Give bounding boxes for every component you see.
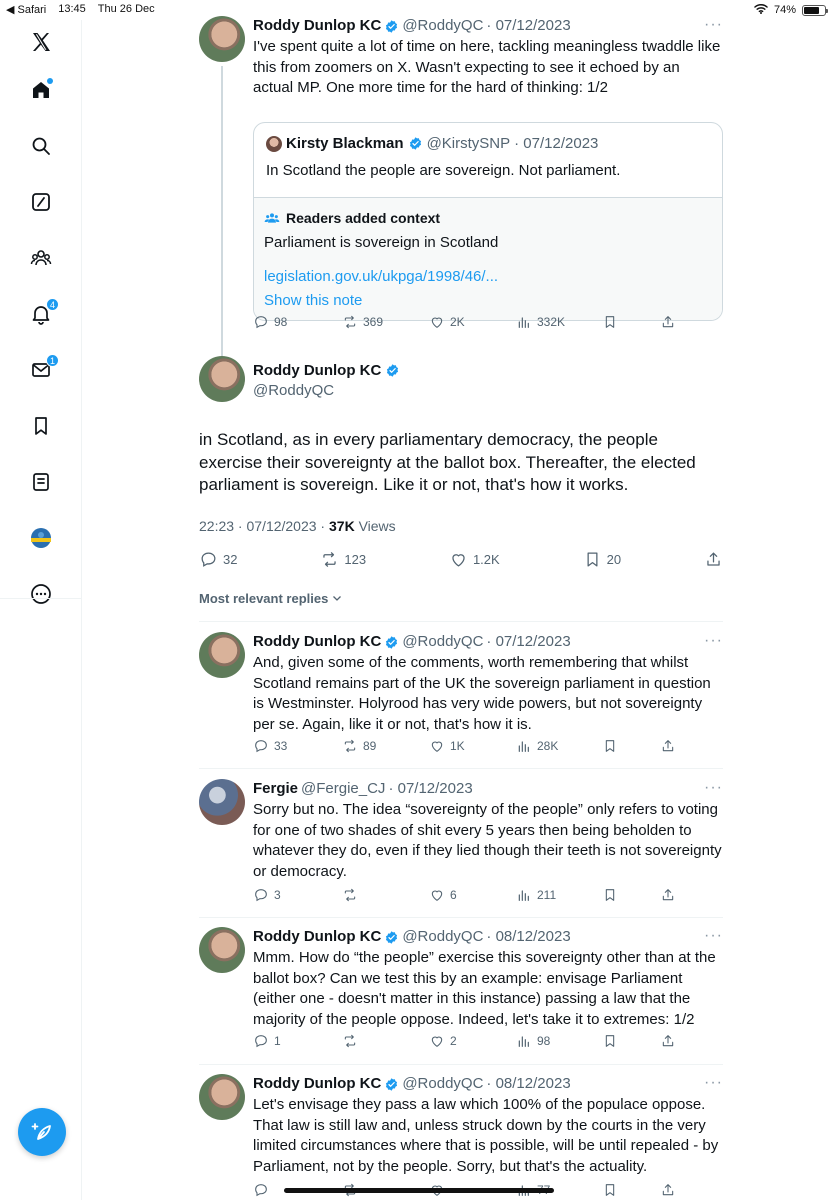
- tweet-text: Mmm. How do “the people” exercise this sovereignty other than at the ballot box? Can we test this by an example: envisage Parliament (either one - doesn't matter in this instance) passing a law that the majority of the people oppose. Indeed, let's take it to extremes: 1/2: [253, 949, 716, 1028]
- bookmark-icon: [602, 1182, 618, 1198]
- reply-icon: [253, 314, 269, 330]
- battery-icon: [802, 5, 826, 16]
- home-indicator[interactable]: [284, 1188, 554, 1193]
- like-button[interactable]: 2K: [429, 314, 516, 330]
- readers-people-icon: [264, 210, 280, 226]
- author-handle[interactable]: @RoddyQC: [402, 1075, 484, 1092]
- tweet-text: Let's envisage they pass a law which 100% of the populace oppose. That law is still law and, unless struck down by the courts in the very limited circumstances where that is possible, will be until repealed - by Parliament, not by the people. Sorry, but that's the actuality.: [253, 1096, 719, 1175]
- note-link[interactable]: legislation.gov.uk/ukpga/1998/46/...: [264, 268, 499, 285]
- share-icon: [660, 1033, 676, 1049]
- reply-icon: [253, 887, 269, 903]
- avatar[interactable]: [199, 356, 245, 402]
- repost-icon: [342, 738, 358, 754]
- author-handle[interactable]: @Fergie_CJ: [301, 780, 386, 797]
- more-menu-icon[interactable]: ···: [704, 927, 723, 944]
- more-menu-icon[interactable]: ···: [704, 779, 723, 796]
- share-button[interactable]: [660, 1033, 676, 1049]
- views-button[interactable]: 98: [516, 1033, 602, 1049]
- post-date: · 08/12/2023: [486, 928, 571, 945]
- note-title: Readers added context: [286, 210, 441, 226]
- wifi-icon: [754, 3, 768, 17]
- repost-icon: [342, 1033, 358, 1049]
- avatar[interactable]: [199, 779, 245, 825]
- bookmark-button[interactable]: [602, 314, 660, 330]
- author-name[interactable]: Roddy Dunlop KC: [253, 928, 382, 945]
- share-icon: [660, 1182, 676, 1198]
- author-name[interactable]: Roddy Dunlop KC: [253, 362, 382, 379]
- notifications-badge: 4: [46, 298, 59, 311]
- repost-button[interactable]: 369: [342, 314, 429, 330]
- share-icon: [704, 550, 723, 569]
- main-tweet-actions: [199, 550, 723, 569]
- main-tweet: [199, 356, 723, 567]
- views-chart-icon: [516, 738, 532, 754]
- search-icon[interactable]: [23, 128, 59, 164]
- status-date: Thu 26 Dec: [97, 3, 155, 15]
- share-icon: [660, 887, 676, 903]
- quoted-tweet[interactable]: [253, 122, 723, 321]
- notifications-bell-icon[interactable]: [23, 296, 59, 332]
- bookmark-button[interactable]: [602, 887, 660, 903]
- verified-badge-icon: [384, 1077, 399, 1092]
- like-heart-icon: [429, 738, 445, 754]
- tweet-timestamp: [199, 518, 396, 534]
- views-button[interactable]: 211: [516, 887, 602, 903]
- like-heart-icon: [449, 550, 468, 569]
- share-icon: [660, 314, 676, 330]
- tweet-text: I've spent quite a lot of time on here, tackling meaningless twaddle like this from zoomers on X. Wasn't expecting to see it echoed by an actual MP. One more time for the hard of thinking: 1/2: [253, 38, 721, 96]
- tweet-actions: [253, 887, 723, 903]
- divider: [199, 917, 723, 918]
- bookmark-button[interactable]: [602, 738, 660, 754]
- repost-icon: [320, 550, 339, 569]
- reply-button[interactable]: 33: [253, 738, 342, 754]
- home-icon[interactable]: [23, 72, 59, 108]
- repost-button[interactable]: 89: [342, 738, 429, 754]
- grok-icon[interactable]: [23, 184, 59, 220]
- quoted-author-handle: @KirstySNP: [426, 135, 511, 152]
- verified-badge-icon: [384, 930, 399, 945]
- like-button[interactable]: 1.2K: [449, 550, 500, 569]
- views-button[interactable]: 28K: [516, 738, 602, 754]
- quoted-tweet-text: In Scotland the people are sovereign. Not parliament.: [266, 162, 621, 179]
- reply-icon: [253, 738, 269, 754]
- avatar[interactable]: [199, 927, 245, 973]
- bookmark-button[interactable]: [602, 1182, 660, 1198]
- share-button[interactable]: [704, 550, 723, 569]
- x-logo-icon[interactable]: [23, 24, 59, 60]
- verified-badge-icon: [385, 363, 400, 378]
- like-button[interactable]: 2: [429, 1033, 516, 1049]
- bookmark-icon: [602, 1033, 618, 1049]
- repost-button[interactable]: [342, 1033, 429, 1049]
- divider: [199, 1064, 723, 1065]
- verified-badge-icon: [384, 635, 399, 650]
- feather-plus-icon: [30, 1120, 54, 1144]
- avatar[interactable]: [199, 16, 245, 62]
- reply-button[interactable]: 1: [253, 1033, 342, 1049]
- views-label: Views: [354, 518, 396, 534]
- reply-icon: [253, 1033, 269, 1049]
- author-handle[interactable]: @RoddyQC: [402, 633, 484, 650]
- post-date: · 07/12/2023: [486, 17, 571, 34]
- more-menu-icon[interactable]: ···: [704, 16, 723, 33]
- status-time: 13:45: [58, 3, 86, 15]
- more-menu-icon[interactable]: ···: [704, 1074, 723, 1091]
- reply-icon: [253, 1182, 269, 1198]
- author-handle[interactable]: @RoddyQC: [402, 928, 484, 945]
- like-heart-icon: [429, 887, 445, 903]
- author-name[interactable]: Roddy Dunlop KC: [253, 17, 382, 34]
- post-date: · 07/12/2023: [486, 633, 571, 650]
- chevron-down-icon: [332, 593, 342, 603]
- lists-icon[interactable]: [23, 464, 59, 500]
- verified-badge-icon: [384, 19, 399, 34]
- back-to-safari-link[interactable]: ◀ Safari: [6, 4, 47, 16]
- reply-icon: [199, 550, 218, 569]
- communities-icon[interactable]: [23, 240, 59, 276]
- messages-badge: 1: [46, 354, 59, 367]
- more-menu-icon[interactable]: ···: [704, 632, 723, 649]
- timestamp-text: 22:23 · 07/12/2023 ·: [199, 518, 329, 534]
- show-note-link[interactable]: Show this note: [264, 292, 363, 309]
- community-note: [254, 197, 723, 321]
- share-button[interactable]: [660, 887, 676, 903]
- views-chart-icon: [516, 1033, 532, 1049]
- share-button[interactable]: [660, 738, 676, 754]
- thread-connector-line: [221, 66, 223, 356]
- reply-button[interactable]: 98: [253, 314, 342, 330]
- profile-avatar-icon[interactable]: [23, 520, 59, 556]
- quoted-author-name: Kirsty Blackman: [286, 135, 404, 152]
- avatar[interactable]: [199, 632, 245, 678]
- compose-post-button[interactable]: [18, 1108, 66, 1156]
- like-button[interactable]: 6: [429, 887, 516, 903]
- bookmark-button[interactable]: 20: [583, 550, 621, 569]
- divider: [199, 768, 723, 769]
- like-heart-icon: [429, 1033, 445, 1049]
- post-date: · 07/12/2023: [388, 780, 473, 797]
- sidebar-nav: [0, 20, 82, 1200]
- avatar[interactable]: [199, 1074, 245, 1120]
- author-name[interactable]: Roddy Dunlop KC: [253, 1075, 382, 1092]
- repost-icon: [342, 887, 358, 903]
- repost-button[interactable]: [342, 887, 429, 903]
- bookmarks-icon[interactable]: [23, 408, 59, 444]
- sidebar-divider: [0, 598, 82, 599]
- views-button[interactable]: 332K: [516, 314, 602, 330]
- like-button[interactable]: 1K: [429, 738, 516, 754]
- tweet-text: And, given some of the comments, worth remembering that whilst Scotland remains part of the UK the sovereign parliament in question is Westminster. Holyrood has very wide powers, but not sovereignty per se. Again, like it or not, that's how it is.: [253, 654, 711, 733]
- post-date: · 08/12/2023: [486, 1075, 571, 1092]
- tweet-actions: [253, 314, 723, 330]
- views-count[interactable]: 37K: [329, 518, 355, 534]
- home-notification-dot: [47, 78, 53, 84]
- author-name[interactable]: Fergie: [253, 780, 299, 797]
- author-handle[interactable]: @RoddyQC: [253, 382, 335, 399]
- quoted-avatar: [266, 136, 282, 152]
- bookmark-icon: [602, 314, 618, 330]
- repost-button[interactable]: 123: [320, 550, 366, 569]
- tweet-text: Sorry but no. The idea “sovereignty of the people” only refers to voting for one of two shades of shit every 5 years then being beholden to whatever they do, even if they lied though their teeth is not sovereignty or democracy.: [253, 801, 722, 880]
- share-button[interactable]: [660, 1182, 676, 1198]
- more-options-icon[interactable]: [23, 576, 59, 612]
- bookmark-icon: [583, 550, 602, 569]
- divider: [199, 621, 723, 622]
- views-chart-icon: [516, 887, 532, 903]
- tweet-actions: [253, 738, 723, 754]
- messages-envelope-icon[interactable]: [23, 352, 59, 388]
- battery-percent: 74%: [773, 4, 796, 16]
- reply-button[interactable]: 32: [199, 550, 237, 569]
- bookmark-icon: [602, 887, 618, 903]
- reply-button[interactable]: 3: [253, 887, 342, 903]
- replies-sort-dropdown[interactable]: Most relevant replies: [199, 591, 342, 606]
- author-name[interactable]: Roddy Dunlop KC: [253, 633, 382, 650]
- tweet-actions: [253, 1033, 723, 1049]
- share-button[interactable]: [660, 314, 676, 330]
- note-body: Parliament is sovereign in Scotland: [264, 234, 499, 251]
- author-handle[interactable]: @RoddyQC: [402, 17, 484, 34]
- tweet-text: in Scotland, as in every parliamentary democracy, the people exercise their sovereignty at the ballot box. Thereafter, the elected parliament is sovereign. Like it or not, that's how it works.: [199, 430, 696, 494]
- verified-badge-icon: [408, 136, 423, 151]
- like-heart-icon: [429, 314, 445, 330]
- bookmark-button[interactable]: [602, 1033, 660, 1049]
- share-icon: [660, 738, 676, 754]
- repost-icon: [342, 314, 358, 330]
- quoted-post-date: · 07/12/2023: [514, 135, 599, 152]
- bookmark-icon: [602, 738, 618, 754]
- views-chart-icon: [516, 314, 532, 330]
